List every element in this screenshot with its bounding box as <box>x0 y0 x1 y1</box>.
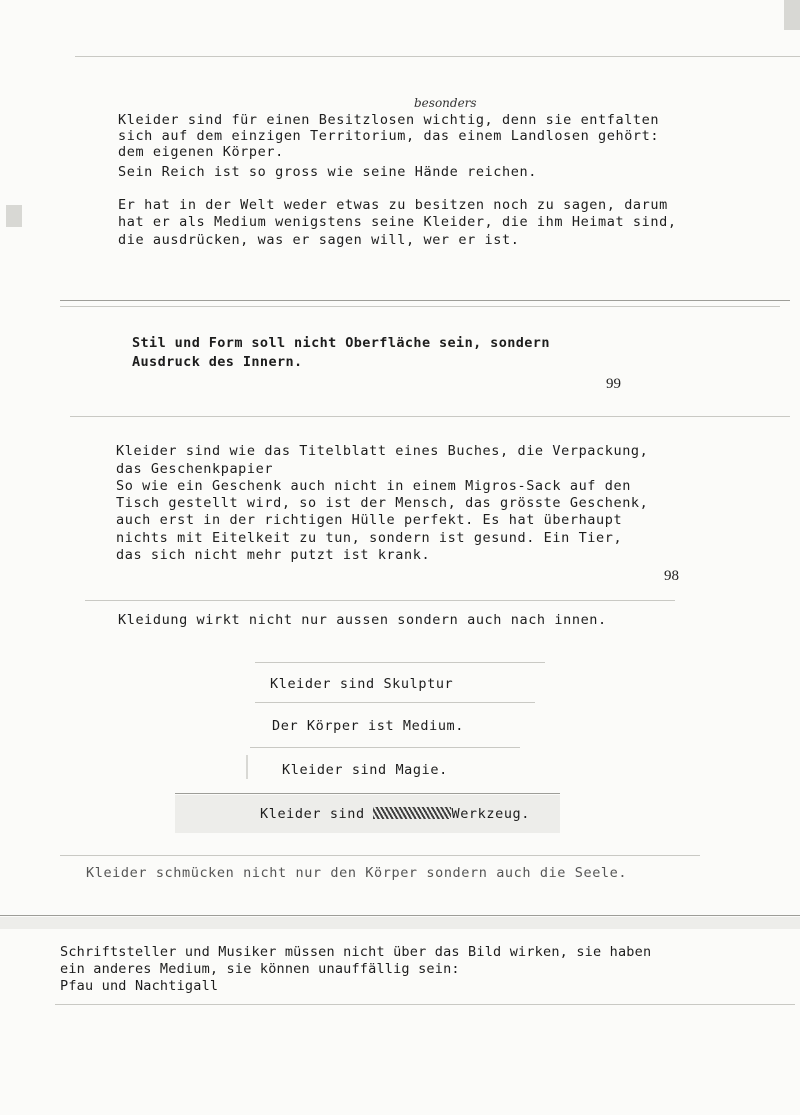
slogan-start: Kleider sind <box>260 806 374 822</box>
slogan-line <box>260 806 530 822</box>
text-line: das Geschenkpapier <box>116 461 274 477</box>
page-number: 98 <box>664 568 679 584</box>
text-line: sich auf dem einzigen Territorium, das einem Landlosen gehört: <box>118 128 660 144</box>
strip-edge <box>0 915 800 916</box>
text-line: Kleider sind wie das Titelblatt eines Buches, die Verpackung, <box>116 443 649 459</box>
text-line: auch erst in der richtigen Hülle perfekt. Es hat überhaupt <box>116 512 623 528</box>
strip-edge <box>255 702 535 703</box>
crossed-out-word <box>373 807 451 819</box>
slogan-end: Werkzeug. <box>451 806 531 822</box>
strip-edge <box>175 793 560 794</box>
text-line: dem eigenen Körper. <box>118 144 284 160</box>
margin-mark <box>246 755 248 779</box>
slogan-line: Der Körper ist Medium. <box>272 718 465 734</box>
text-line: Schriftsteller und Musiker müssen nicht über das Bild wirken, sie haben <box>60 944 652 960</box>
text-line: Stil und Form soll nicht Oberfläche sein, sondern <box>132 335 550 351</box>
text-line: das sich nicht mehr putzt ist krank. <box>116 547 431 563</box>
text-line: nichts mit Eitelkeit zu tun, sondern ist gesund. Ein Tier, <box>116 530 623 546</box>
strip-edge <box>55 1004 795 1005</box>
strip-edge <box>70 416 790 417</box>
text-line: Kleidung wirkt nicht nur aussen sondern auch nach innen. <box>118 612 607 628</box>
text-line: Er hat in der Welt weder etwas zu besitzen noch zu sagen, darum <box>118 197 668 213</box>
strip-shadow <box>0 917 800 929</box>
page-number: 99 <box>606 376 621 392</box>
text-line: Kleider schmücken nicht nur den Körper sondern auch die Seele. <box>86 865 628 881</box>
strip-edge <box>60 306 780 307</box>
strip-edge <box>250 747 520 748</box>
text-line: Sein Reich ist so gross wie seine Hände reichen. <box>118 164 537 180</box>
handwritten-note: besonders <box>414 96 477 110</box>
strip-edge <box>60 300 790 301</box>
text-line: Pfau und Nachtigall <box>60 978 219 994</box>
text-line: hat er als Medium wenigstens seine Kleider, die ihm Heimat sind, <box>118 214 677 230</box>
margin-mark <box>784 0 800 30</box>
text-line: Kleider sind für einen Besitzlosen wichtig, denn sie entfalten <box>118 112 660 128</box>
text-line: die ausdrücken, was er sagen will, wer er ist. <box>118 232 520 248</box>
strip-edge <box>60 855 700 856</box>
slogan-line: Kleider sind Magie. <box>282 762 448 778</box>
strip-edge <box>85 600 675 601</box>
text-line: Tisch gestellt wird, so ist der Mensch, das grösste Geschenk, <box>116 495 649 511</box>
margin-mark <box>6 205 22 227</box>
text-line: ein anderes Medium, sie können unauffällig sein: <box>60 961 460 977</box>
strip-edge <box>75 56 800 57</box>
slogan-line: Kleider sind Skulptur <box>270 676 454 692</box>
strip-edge <box>255 662 545 663</box>
text-line: Ausdruck des Innern. <box>132 354 303 370</box>
text-line: So wie ein Geschenk auch nicht in einem Migros-Sack auf den <box>116 478 631 494</box>
